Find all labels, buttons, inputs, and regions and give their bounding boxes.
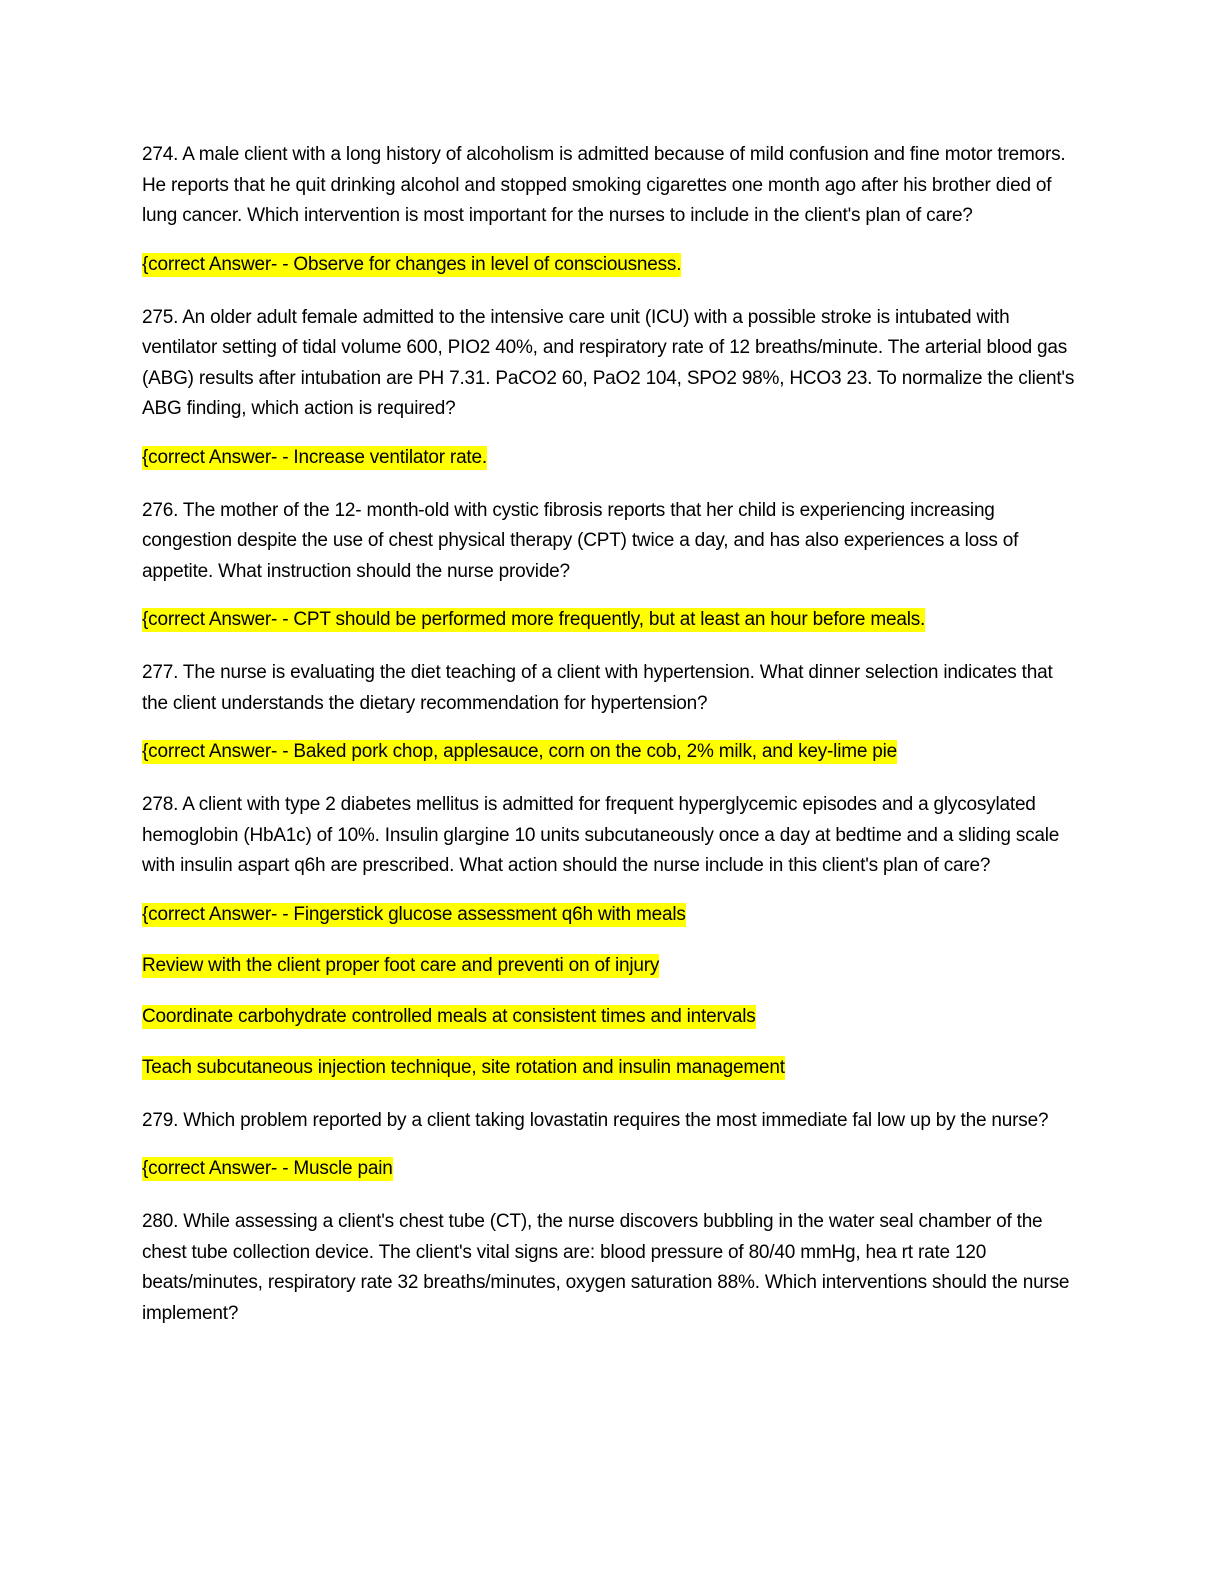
- answer-highlight: Coordinate carbohydrate controlled meals at consistent times and intervals: [142, 1005, 756, 1027]
- question-274: 274. A male client with a long history of alcoholism is admitted because of mild confusion and fine motor tremors. He reports that he quit drinking alcohol and stopped smoking cigarettes one month ago after his brother died of lung cancer. Which intervention is most important for the nurses to include in the client's plan of care?: [142, 144, 1066, 226]
- answer-highlight: Teach subcutaneous injection technique, site rotation and insulin management: [142, 1056, 785, 1078]
- answer-highlight: {correct Answer- - Baked pork chop, applesauce, corn on the cob, 2% milk, and key-lime pie: [142, 741, 898, 762]
- answer-279: [142, 1156, 1082, 1182]
- question-275: 275. An older adult female admitted to the intensive care unit (ICU) with a possible stroke is intubated with ventilator setting of tidal volume 600, PIO2 40%, and respiratory rate of 12 breaths/minute. The arterial blood gas (ABG) results after intubation are PH 7.31. PaCO2 60, PaO2 104, SPO2 98%, HCO3 23. To normalize the client's ABG finding, which action is required?: [142, 306, 1075, 419]
- answer-278-1: [142, 902, 1082, 928]
- answer-highlight: {correct Answer- - Fingerstick glucose assessment q6h with meals: [142, 903, 686, 925]
- answer-276: [142, 607, 1082, 633]
- answer-highlight: {correct Answer- - Increase ventilator rate.: [142, 446, 487, 468]
- question-278: 278. A client with type 2 diabetes mellitus is admitted for frequent hyperglycemic episodes and a glycosylated hemoglobin (HbA1c) of 10%. Insulin glargine 10 units subcutaneously once a day at bedtime and a sliding scale with insulin aspart q6h are prescribed. What action should the nurse include in this client's plan of care?: [142, 794, 1060, 876]
- answer-274: [142, 252, 1082, 278]
- answer-278-3: [142, 1004, 1082, 1030]
- question-279: 279. Which problem reported by a client taking lovastatin requires the most immediate fal low up by the nurse?: [142, 1109, 1049, 1131]
- answer-275: [142, 445, 1082, 471]
- answer-278-4: [142, 1055, 1082, 1081]
- answer-highlight: {correct Answer- - Muscle pain: [142, 1158, 393, 1179]
- answer-highlight: Review with the client proper foot care and preventi on of injury: [142, 954, 660, 976]
- document-page: [142, 140, 1082, 1349]
- answer-highlight: {correct Answer- - CPT should be performed more frequently, but at least an hour before meals.: [142, 609, 926, 630]
- question-276: 276. The mother of the 12- month-old with cystic fibrosis reports that her child is experiencing increasing congestion despite the use of chest physical therapy (CPT) twice a day, and has also experiences a loss of appetite. What instruction should the nurse provide?: [142, 499, 1019, 582]
- answer-278-2: [142, 953, 1082, 979]
- answer-277: [142, 739, 1082, 765]
- answer-highlight: {correct Answer- - Observe for changes in level of consciousness.: [142, 253, 682, 275]
- question-277: 277. The nurse is evaluating the diet teaching of a client with hypertension. What dinner selection indicates that the client understands the dietary recommendation for hypertension?: [142, 662, 1053, 714]
- question-280: 280. While assessing a client's chest tube (CT), the nurse discovers bubbling in the water seal chamber of the chest tube collection device. The client's vital signs are: blood pressure of 80/40 mmHg, hea rt rate 120 beats/minutes, respiratory rate 32 breaths/minutes, oxygen saturation 88%. Which interventions should the nurse implement?: [142, 1211, 1070, 1324]
